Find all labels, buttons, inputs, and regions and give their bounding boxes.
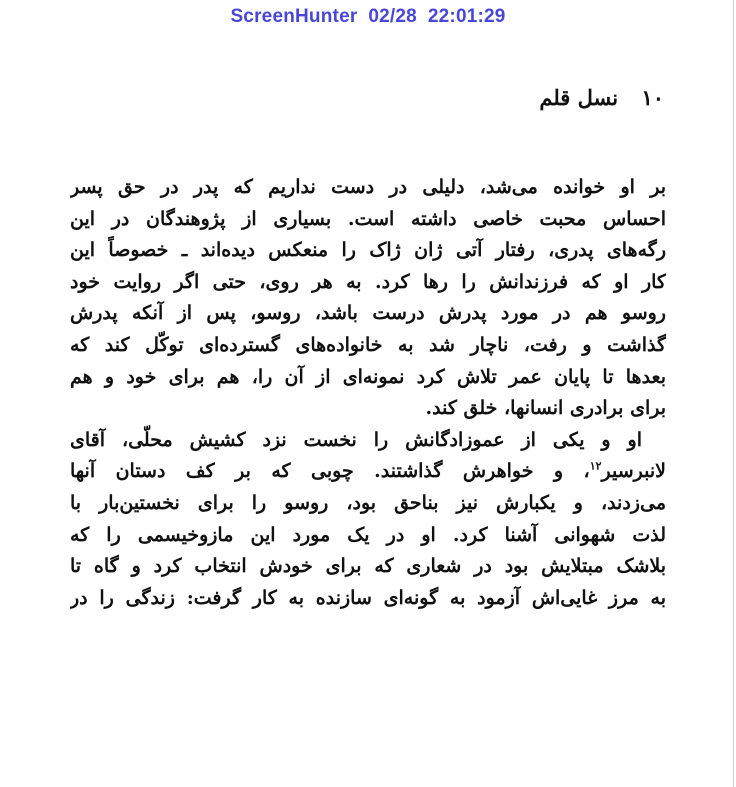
paragraph-2	[70, 425, 666, 615]
page-header	[539, 80, 664, 116]
text-line: روسو هم در مورد پدرش درست باشد، روسو، پس از آنکه پدرش	[70, 302, 666, 325]
text-line	[70, 456, 666, 488]
text-line: بلاشک مبتلایش بود در شعاری که برای خودش انتخاب کرد و گاه تا	[70, 555, 666, 578]
text-line: لذت شهوانی آشنا کرد. او در یک مورد این مازوخیسمی را که	[70, 523, 666, 546]
text-line: می‌زدند، و یکبارش نیز بناحق بود، روسو را برای نخستین‌بار با	[70, 491, 666, 514]
text-line: او و یکی از عموزادگانش را نخست نزد کشیش محلّی، آقای	[70, 428, 642, 451]
text-line: گذاشت و رفت، ناچار شد به خانواده‌های گسترده‌ای توکّل کند که	[70, 333, 666, 356]
paragraph-1	[70, 172, 666, 425]
text-line: کار او که فرزندانش را رها کرد. به هر روی، حتی اگر روایت خود	[70, 270, 666, 293]
text-line: برای برادری انسانها، خلق کند.	[425, 397, 666, 420]
text-line: به مرز غایی‌اش آزمود به گونه‌ای سازنده به کار گرفت: زندگی را در	[70, 586, 666, 609]
text-line: رگه‌های پدری، رفتار آتی ژان ژاک را منعکس دیده‌اند ـ خصوصاً این	[70, 239, 666, 262]
page-edge-divider	[733, 0, 734, 787]
text-segment: ، و خواهرش گذاشتند. چوبی که بر کف دستان آنها	[70, 460, 590, 483]
page-number: ۱۰	[641, 85, 664, 110]
text-line: بر او خوانده می‌شد، دلیلی در دست نداریم که پدر در حق پسر	[70, 176, 666, 198]
text-segment: لانبرسیر	[601, 460, 666, 483]
text-line: بعدها تا پایان عمر تلاش کرد نمونه‌ای از آن را، هم برای خود و هم	[70, 365, 666, 388]
body-text	[70, 172, 666, 614]
screenhunter-timestamp-watermark: ScreenHunter 02/28 22:01:29	[230, 6, 506, 27]
footnote-reference[interactable]: ۱۲	[589, 460, 602, 474]
text-line: احساس محبت خاصی داشته است. بسیاری از پژوهندگان در این	[70, 207, 666, 230]
chapter-title: نسل قلم	[539, 85, 619, 110]
